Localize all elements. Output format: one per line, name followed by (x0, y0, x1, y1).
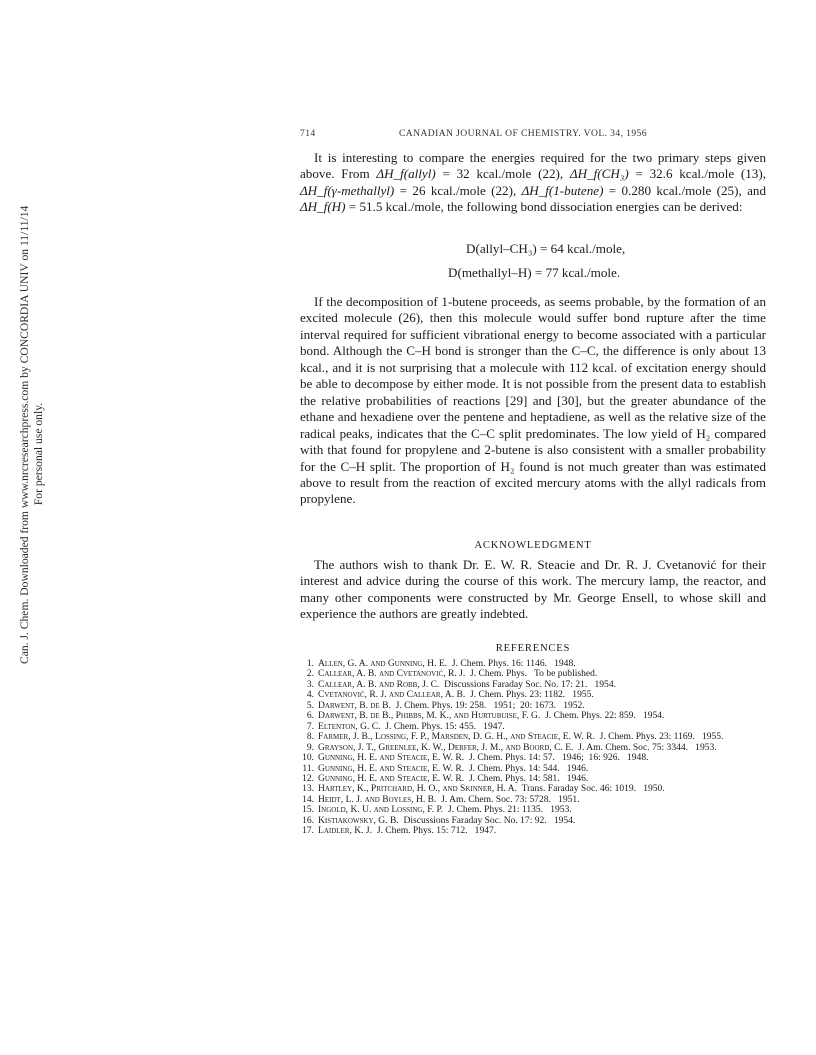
reference-authors: Hartley, K., Pritchard, H. O., and Skinner, H. A. (318, 783, 517, 795)
watermark-line-1: Can. J. Chem. Downloaded from www.nrcresearchpress.com by CONCORDIA UNIV on 11/11/14 (18, 205, 31, 664)
reference-number: 6. (306, 710, 314, 722)
reference-number: 8. (306, 731, 314, 743)
reference-source: Trans. Faraday Soc. 46: 1019. 1950. (517, 783, 665, 795)
reference-source: J. Chem. Phys. 14: 57. 1946; 16: 926. 1948. (464, 752, 649, 764)
reference-authors: Heidt, L. J. and Boyles, H. B. (318, 793, 437, 805)
reference-number: 4. (306, 689, 314, 701)
reference-number: 15. (302, 804, 314, 816)
reference-number: 10. (302, 752, 314, 764)
reference-number: 14. (302, 793, 314, 805)
reference-source: J. Chem. Phys. 15: 455. 1947. (380, 720, 505, 732)
reference-number: 12. (302, 772, 314, 784)
reference-source: J. Chem. Phys. 15: 712. 1947. (372, 825, 497, 837)
reference-authors: Allen, G. A. and Gunning, H. E. (318, 658, 448, 669)
reference-number: 3. (306, 678, 314, 690)
reference-source: J. Chem. Phys. 23: 1182. 1955. (465, 689, 594, 701)
download-watermark (18, 205, 46, 664)
para1-text-3: = 32.6 kcal./mole (13), (628, 166, 766, 182)
reference-text (318, 826, 766, 836)
reference-number: 5. (306, 699, 314, 711)
reference-source: J. Am. Chem. Soc. 73: 5728. 1951. (436, 793, 580, 805)
reference-authors: Kistiakowsky, G. B. (318, 814, 399, 826)
acknowledgment-heading: ACKNOWLEDGMENT (474, 540, 592, 551)
reference-source: J. Am. Chem. Soc. 75: 3344. 1953. (573, 741, 717, 753)
acknowledgment-text: The authors wish to thank Dr. E. W. R. Steacie and Dr. R. J. Cvetanović for their interest and advice during the course of this work. The mercury lamp, the reactor, and many other components were constructed by Mr. George Ensell, to whose skill and experience the authors are greatly indebted. (300, 557, 766, 622)
symbol-dhf-methallyl: ΔH_f(γ-methallyl) (300, 182, 395, 198)
reference-authors: Laidler, K. J. (318, 825, 373, 837)
page-number: 714 (300, 128, 316, 139)
reference-source: J. Chem. Phys. 14: 581. 1946. (464, 772, 589, 784)
reference-source: J. Chem. Phys. 22: 859. 1954. (540, 710, 665, 722)
reference-source: Discussions Faraday Soc. No. 17: 21. 1954. (439, 678, 616, 690)
reference-authors: Darwent, B. de B., Phibbs, M. K., and Hurtubuise, F. G. (318, 710, 541, 722)
reference-authors: Cvetanović, R. J. and Callear, A. B. (318, 689, 466, 701)
references-list (300, 659, 766, 837)
reference-source: J. Chem. Phys. 19: 258. 1951; 20: 1673. 1952. (390, 699, 585, 711)
watermark-line-2: For personal use only. (32, 402, 45, 506)
references-heading: REFERENCES (495, 643, 571, 654)
reference-source: J. Chem. Phys. To be published. (465, 668, 598, 680)
reference-source: J. Chem. Phys. 16: 1146. 1948. (447, 658, 576, 669)
para1-text-6: = 51.5 kcal./mole, the following bond dissociation energies can be derived: (345, 199, 743, 215)
reference-authors: Callear, A. B. and Robb, J. C. (318, 678, 440, 690)
para1-text-4: = 26 kcal./mole (22), (394, 182, 522, 198)
symbol-dhf-h: ΔH_f(H) (300, 199, 346, 215)
reference-number: 7. (306, 720, 314, 732)
reference-number: 16. (302, 814, 314, 826)
paragraph-decomposition: If the decomposition of 1-butene proceeds, as seems probable, by the formation of an excited molecule (26), then this molecule would suffer bond rupture after the time interval required for sufficient vibrational energy to become associated with a particular bond. Although the C–H bond is stronger than the C–C, the difference is only about 13 kcal., and it is not surprising that a molecule with 112 kcal. of excitation energy should be able to decompose by either mode. It is not possible from the present data to establish the relative probabilities of reactions [29] and [30], but the greater abundance of the ethane and hexadiene over the pentene and heptadiene, as well as the relative size of the radical peaks, indicates that the C–C split predominates. The low yield of H₂ compared with that found for propylene and 2-butene is also consistent with a smaller probability for the C–H split. The proportion of H₂ found is not much greater than was estimated above to result from the reaction of excited mercury atoms with the allyl radicals from propylene. (300, 294, 766, 507)
reference-authors: Gunning, H. E. and Steacie, E. W. R. (318, 772, 465, 784)
reference-source: Discussions Faraday Soc. No. 17: 92. 1954. (398, 814, 576, 826)
reference-number: 13. (302, 783, 314, 795)
reference-authors: Ingold, K. U. and Lossing, F. P. (318, 804, 444, 816)
para1-text-5: = 0.280 kcal./mole (25), and (603, 182, 766, 198)
symbol-dhf-butene: ΔH_f(1-butene) (521, 182, 604, 198)
reference-source: J. Chem. Phys. 14: 544. 1946. (464, 762, 589, 774)
reference-number: 11. (302, 762, 314, 774)
reference-number: 1. (306, 658, 314, 669)
reference-number: 2. (306, 668, 314, 680)
reference-authors: Gunning, H. E. and Steacie, E. W. R. (318, 762, 465, 774)
reference-authors: Callear, A. B. and Cvetanović, R. J. (318, 668, 466, 680)
symbol-dhf-allyl: ΔH_f(allyl) (376, 166, 436, 182)
para1-text-1: It is interesting to compare the energies required for the two primary steps given above. From (300, 150, 766, 182)
para1-text-2: = 32 kcal./mole (22), (435, 166, 570, 182)
reference-source: J. Chem. Phys. 23: 1169. 1955. (594, 731, 724, 743)
equation-methallyl-h: D(methallyl–H) = 77 kcal./mole. (448, 265, 621, 280)
reference-number: 9. (306, 741, 314, 753)
reference-authors: Eltenton, G. C. (318, 720, 381, 732)
reference-authors: Darwent, B. de B. (318, 699, 391, 711)
reference-authors: Farmer, J. B., Lossing, F. P., Marsden, D. G. H., and Steacie, E. W. R. (318, 731, 595, 743)
journal-title: CANADIAN JOURNAL OF CHEMISTRY. VOL. 34, 1956 (399, 128, 647, 139)
equation-allyl-ch3: D(allyl–CH₃) = 64 kcal./mole, (466, 241, 626, 256)
reference-authors: Gunning, H. E. and Steacie, E. W. R. (318, 752, 465, 764)
paragraph-energies (300, 150, 766, 216)
reference-source: J. Chem. Phys. 21: 1135. 1953. (443, 804, 572, 816)
reference-authors: Grayson, J. T., Greenlee, K. W., Derfer, J. M., and Boord, C. E. (318, 741, 574, 753)
symbol-dhf-ch3: ΔH_f(CH₃) (569, 166, 629, 182)
reference-number: 17. (302, 825, 314, 837)
reference-item (300, 826, 766, 836)
